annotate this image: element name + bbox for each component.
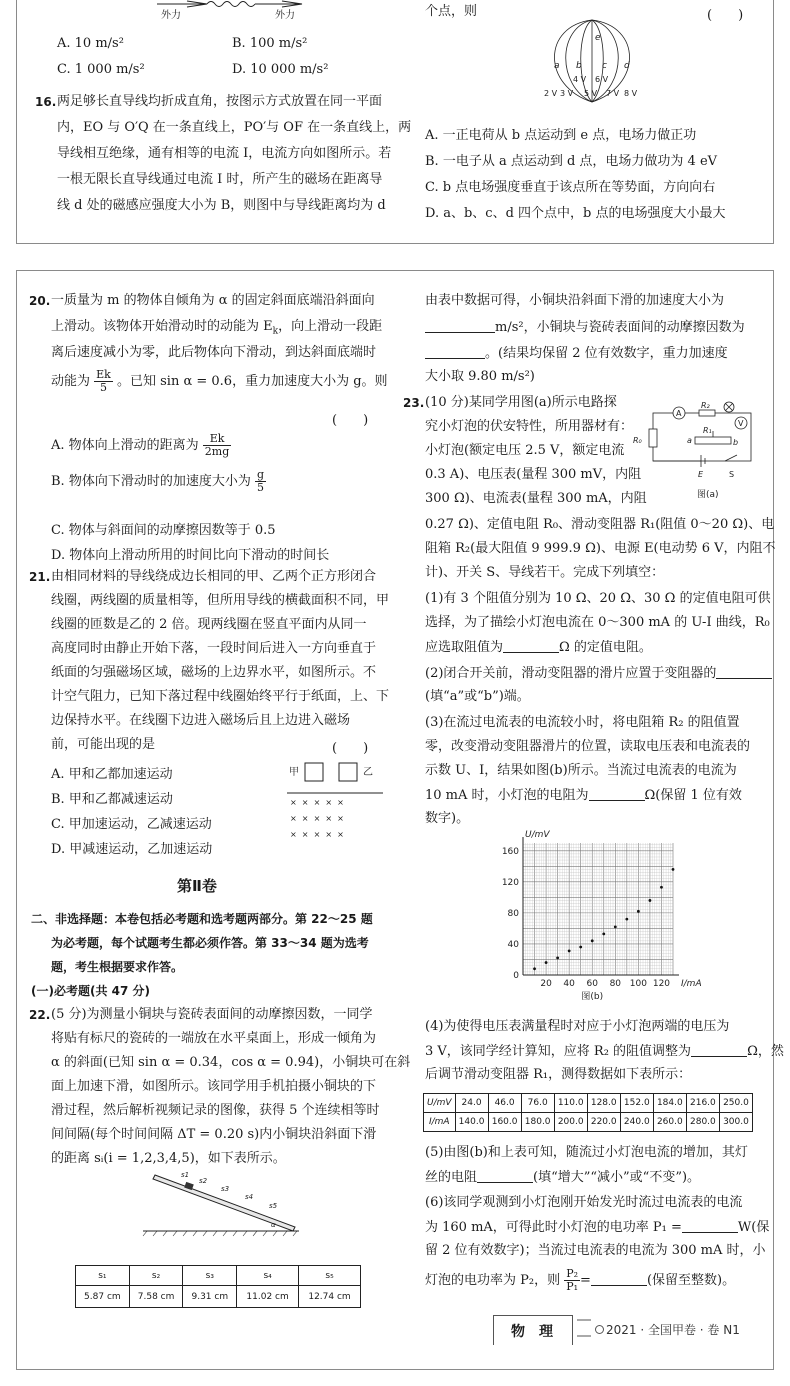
chart-data-point (614, 925, 617, 928)
q16-line-3: 导线相互绝缘，通有相等的电流 I，电流方向如图所示。若 (57, 146, 392, 161)
q19-potential-4v: 4 V (573, 75, 587, 84)
chart-x-tick-label: 100 (629, 979, 647, 989)
q22-right-line-1: 由表中数据可得，小铜块沿斜面下滑的加速度大小为 (425, 293, 725, 308)
q23-p6-line-2 (425, 1219, 769, 1236)
q16-number: 16. (35, 95, 57, 109)
q23-ratio-num: P₂ (566, 1267, 579, 1280)
q23-label-e-source: E (698, 470, 704, 479)
q22-right-line-2 (425, 319, 745, 336)
q21-line-4: 高度同时由静止开始下落，一段时间后进入一方向垂直于 (51, 641, 377, 656)
q23-p6-line-3-text: W(保 (737, 1220, 770, 1235)
q23-p1-line-1: (1)有 3 个阻值分别为 10 Ω、20 Ω、30 Ω 的定值电阻可供 (425, 591, 771, 606)
part2-intro-line-2: 为必考题，每个试题考生都必须作答。第 33～34 题为选考 (51, 936, 369, 950)
q19-potential-7v: 7 V (606, 89, 620, 98)
chart-data-point (545, 961, 548, 964)
q21-line-1: 由相同材料的导线绕成边长相同的甲、乙两个正方形闭合 (51, 569, 377, 584)
svg-text:× × × × ×: × × × × × (290, 814, 344, 823)
q22-label-s1: s1 (181, 1171, 190, 1179)
svg-text:× × × × ×: × × × × × (290, 798, 344, 807)
q23-r2-blank[interactable] (691, 1043, 747, 1057)
q21-option-d: D. 甲减速运动，乙加速运动 (51, 842, 213, 857)
q21-label-yi: 乙 (363, 767, 373, 778)
q23-table-u-cell: 24.0 (455, 1094, 488, 1113)
q23-p3-line-3: 示数 U、I，结果如图(b)所示。当流过电流表的电流为 (425, 763, 737, 778)
q22-line-5: 滑过程，然后解析视频记录的图像，获得 5 个连续相等时 (51, 1103, 380, 1118)
q21-option-a: A. 甲和乙都加速运动 (51, 767, 173, 782)
q23-table-i-cell: 140.0 (455, 1113, 488, 1132)
chart-x-tick-label: 40 (563, 979, 575, 989)
q20-option-c: C. 物体与斜面间的动摩擦因数等于 0.5 (51, 523, 276, 538)
search-icon (595, 1325, 604, 1334)
q16-line-1: 两足够长直导线均折成直角，按图示方式放置在同一平面 (57, 94, 383, 109)
q15-figure (127, 0, 327, 22)
chart-x-tick-label: 80 (609, 979, 622, 989)
q23-p6-line-2-text: 为 160 mA，可得此时小灯泡的电功率 P₁ = (425, 1220, 682, 1235)
q23-line-6: 0.27 Ω)、定值电阻 R₀、滑动变阻器 R₁(阻值 0～20 Ω)、电 (425, 517, 775, 532)
q21-line-8: 前，可能出现的是 (51, 737, 156, 752)
q23-table-i-cell: 240.0 (620, 1113, 653, 1132)
q22-label-alpha: α (271, 1221, 276, 1229)
q23-table-u-cell: 152.0 (620, 1094, 653, 1113)
footer-exam-info (595, 1321, 740, 1338)
chart-y-tick-label: 40 (507, 939, 519, 950)
q23-table-u-cell: 184.0 (653, 1094, 686, 1113)
q22-value-s2: 7.58 cm (129, 1286, 183, 1308)
q19-label-a: a (554, 61, 560, 71)
q22-line-2: 将贴有标尺的瓷砖的一端放在水平桌面上，形成一倾角为 (51, 1031, 377, 1046)
q23-label-r1: R₁ (703, 426, 712, 435)
chart-x-tick-label: 120 (652, 979, 671, 989)
q19-label-c: c (602, 61, 607, 71)
q23-label-a-meter: A (676, 409, 682, 418)
part2-intro-line-3: 题，考生根据要求作答。 (51, 960, 184, 974)
chart-data-point (568, 950, 571, 953)
q23-line-2: 究小灯泡的伏安特性，所用器材有： (425, 419, 634, 434)
q23-circuit-figure (629, 399, 765, 505)
q23-trend-blank[interactable] (477, 1169, 533, 1183)
q20-frac-num: Ek (96, 368, 111, 381)
q15-option-d: D. 10 000 m/s² (232, 62, 329, 77)
q20-option-d: D. 物体向上滑动所用的时间比向下滑动的时间长 (51, 548, 330, 563)
q20-line-2-tail: ，向上滑动一段距 (278, 319, 383, 334)
chart-data-point (591, 939, 594, 942)
q23-p1-line-2: 选择，为了描绘小灯泡电流在 0～300 mA 的 U-I 曲线，R₀ (425, 615, 770, 630)
q23-label-r0: R₀ (633, 436, 642, 445)
q23-p2-line-1-text: (2)闭合开关前，滑动变阻器的滑片应置于变阻器的 (425, 666, 717, 681)
q19-label-e: e (595, 33, 601, 43)
chart-y-tick-label: 0 (513, 971, 519, 981)
chart-y-tick-label: 120 (501, 877, 519, 888)
q22-line-6: 间间隔(每个时间间隔 ΔT = 0.20 s)内小铜块沿斜面下滑 (51, 1127, 377, 1142)
q23-p1-line-4-text: Ω 的定值电阻。 (559, 640, 652, 655)
q23-p5-line-1: (5)由图(b)和上表可知，随流过小灯泡电流的增加，其灯 (425, 1145, 748, 1160)
chart-data-point (533, 967, 536, 970)
q23-p5-line-2 (425, 1169, 700, 1186)
q23-ui-chart (487, 827, 707, 1007)
q22-header-s3: s₃ (183, 1266, 237, 1286)
chart-x-axis-label: I/mA (681, 979, 702, 989)
q22-header-s4: s₄ (237, 1266, 299, 1286)
q21-line-7: 边保持水平。在线圈下边进入磁场后且上边进入磁场 (51, 713, 351, 728)
q20-line-2-text: 上滑动。该物体开始滑动时的动能为 E (51, 319, 273, 334)
chart-data-point (672, 868, 675, 871)
q23-power-ratio (564, 1268, 580, 1293)
svg-text:× × × × ×: × × × × × (290, 830, 344, 839)
q23-p3-line-1: (3)在流过电流表的电流较小时，将电阻箱 R₂ 的阻值置 (425, 715, 740, 730)
q20-opt-b-den: 5 (256, 481, 264, 494)
q19-potential-3v: 3 V (560, 89, 574, 98)
q19-potential-5v: 5 V (584, 89, 598, 98)
q22-value-s5: 12.74 cm (299, 1286, 361, 1308)
q22-mu-blank[interactable] (425, 345, 485, 359)
chart-data-point (660, 886, 663, 889)
q23-table-u-cell: 46.0 (488, 1094, 521, 1113)
q22-right-line-3-text: 。(结果均保留 2 位有效数字，重力加速度 (485, 346, 728, 361)
footer-divider (577, 1319, 591, 1337)
q19-answer-paren: ( ) (707, 8, 744, 23)
chart-caption: 图(b) (581, 992, 604, 1002)
q22-header-s5: s₅ (299, 1266, 361, 1286)
q23-p1-blank[interactable] (682, 1219, 738, 1233)
q20-line-4 (51, 369, 388, 395)
q15-option-b: B. 100 m/s² (232, 36, 308, 51)
q23-p5-line-3-text: (填“增大”“减小”或“不变”)。 (533, 1170, 701, 1185)
q23-table-u-cell: 250.0 (719, 1094, 752, 1113)
chart-data-point (602, 932, 605, 935)
q23-fig-a-caption: 图(a) (697, 490, 719, 500)
q20-option-a (51, 431, 231, 461)
q23-table-u-label: U/mV (424, 1094, 456, 1113)
q22-right-line-3 (425, 345, 728, 362)
q23-p4-line-1: (4)为使得电压表满量程时对应于小灯泡两端的电压为 (425, 1019, 730, 1034)
q23-table-u-cell: 110.0 (554, 1094, 587, 1113)
q23-table-i-cell: 220.0 (587, 1113, 620, 1132)
q22-header-s2: s₂ (129, 1266, 183, 1286)
q23-table-u-cell: 128.0 (587, 1094, 620, 1113)
q15-option-a: A. 10 m/s² (57, 36, 124, 51)
q22-line-3: α 的斜面(已知 sin α = 0.34，cos α = 0.94)，小铜块可在斜 (51, 1055, 411, 1070)
q23-p3-line-5-text: Ω(保留 1 位有效 (644, 788, 742, 803)
q23-p3-line-6: 数字)。 (425, 811, 470, 826)
q23-p2-line-2: (填“a”或“b”)端。 (425, 689, 530, 704)
q22-right-line-2-text: m/s²，小铜块与瓷砖表面间的动摩擦因数为 (495, 320, 745, 335)
chart-x-tick-label: 20 (540, 979, 552, 989)
q19-potential-8v: 8 V (624, 89, 638, 98)
q23-p1-line-3-text: 应选取阻值为 (425, 640, 504, 655)
q23-p6-line-1: (6)该同学观测到小灯泡刚开始发光时流过电流表的电流 (425, 1195, 743, 1210)
q20-option-a-text: A. 物体向上滑动的距离为 (51, 438, 199, 453)
q19-label-b: b (576, 61, 582, 71)
chart-y-axis-label: U/mV (525, 830, 550, 840)
q23-table-i-cell: 260.0 (653, 1113, 686, 1132)
q23-slider-blank[interactable] (716, 665, 772, 679)
q20-opt-a-den: 2mg (204, 445, 230, 458)
q16-line-4: 一根无限长直导线通过电流 I 时，所产生的磁场在距离导 (57, 172, 383, 187)
q20-number: 20. (29, 294, 51, 308)
q22-incline-figure (137, 1171, 307, 1239)
q19-potential-2v: 2 V (544, 89, 558, 98)
q23-p6-line-5 (425, 1267, 735, 1295)
q21-line-6: 计空气阻力，已知下落过程中线圈始终平行于纸面，上、下 (51, 689, 390, 704)
q19-field-figure (532, 16, 652, 106)
q23-line-3: 小灯泡(额定电压 2.5 V，额定电流 (425, 443, 625, 458)
q23-p2-line-1 (425, 665, 772, 682)
q23-table-i-cell: 200.0 (554, 1113, 587, 1132)
q15-force-left: 外力 (161, 10, 181, 21)
q23-p6-line-4: 留 2 位有效数字)；当流过电流表的电流为 300 mA 时，小 (425, 1243, 766, 1258)
q23-p4-line-4: 后调节滑动变阻器 R₁，测得数据如下表所示： (425, 1067, 692, 1082)
chart-data-point (579, 946, 582, 949)
chart-data-point (556, 957, 559, 960)
q23-label-r2: R₂ (701, 401, 710, 410)
must-section-title: (一)必考题(共 47 分) (31, 984, 150, 998)
q23-p4-line-2-text: 3 V，该同学经计算知，应将 R₂ 的阻值调整为 (425, 1044, 692, 1059)
q20-line-4-pre: 动能为 (51, 374, 91, 389)
chart-data-point (625, 918, 628, 921)
q23-p1-line-3 (425, 639, 652, 656)
q19-option-d: D. a、b、c、d 四个点中，b 点的电场强度大小最大 (425, 206, 726, 221)
q22-label-s5: s5 (269, 1202, 278, 1210)
q20-answer-paren: ( ) (332, 413, 369, 428)
q20-option-b (51, 467, 266, 497)
q15-option-c: C. 1 000 m/s² (57, 62, 145, 77)
part2-intro-line-1: 二、非选择题：本卷包括必考题和选考题两部分。第 22～25 题 (31, 912, 373, 926)
q21-line-5: 纸面的匀强磁场区域，磁场的上边界水平，如图所示。不 (51, 665, 377, 680)
q23-table-i-cell: 160.0 (488, 1113, 521, 1132)
q20-frac-den: 5 (100, 381, 107, 394)
q22-label-s4: s4 (245, 1193, 254, 1201)
q23-label-s-switch: S (729, 470, 735, 479)
chart-x-tick-label: 60 (586, 979, 598, 989)
q20-opt-a-num: Ek (203, 433, 231, 446)
q23-table-i-cell: 280.0 (686, 1113, 719, 1132)
q23-label-v-meter: V (738, 419, 744, 428)
q23-ratio-den: P₁ (566, 1280, 579, 1293)
q22-line-4: 面上加速下滑，如图所示。该同学用手机拍摄小铜块的下 (51, 1079, 377, 1094)
q22-header-s1: s₁ (76, 1266, 130, 1286)
q21-line-2: 线圈，两线圈的质量相等，但所用导线的横截面积不同，甲 (51, 593, 390, 608)
q23-ratio-blank[interactable] (591, 1272, 647, 1286)
q20-kinetic-fraction (94, 369, 113, 394)
q21-option-c: C. 甲加速运动，乙减速运动 (51, 817, 212, 832)
q19-potential-6v: 6 V (595, 75, 609, 84)
q21-label-jia: 甲 (289, 767, 299, 778)
chart-y-tick-label: 80 (507, 908, 519, 919)
chart-data-point (637, 910, 640, 913)
q15-force-right: 外力 (275, 10, 295, 21)
q23-r0-blank[interactable] (503, 639, 559, 653)
q22-number: 22. (29, 1008, 51, 1022)
q21-answer-paren: ( ) (332, 741, 369, 756)
q23-line-8: 计)、开关 S、导线若干。完成下列填空： (425, 565, 665, 580)
q20-option-a-fraction (203, 433, 231, 458)
q23-equals: = (580, 1273, 591, 1288)
q21-number: 21. (29, 570, 51, 584)
q19-option-b: B. 一电子从 a 点运动到 d 点，电场力做功为 4 eV (425, 154, 718, 169)
footer-subject: 物 理 (511, 1324, 553, 1340)
q22-accel-blank[interactable] (425, 319, 495, 333)
q23-p6-line-5-text: 灯泡的电功率为 P₂，则 (425, 1273, 561, 1288)
q23-line-7: 阻箱 R₂(最大阻值 9 999.9 Ω)、电源 E(电动势 6 V，内阻不 (425, 541, 776, 556)
q23-p5-line-2-text: 丝的电阻 (425, 1170, 478, 1185)
q23-table-i-cell: 300.0 (719, 1113, 752, 1132)
q23-p4-line-3-text: Ω，然 (747, 1044, 784, 1059)
q22-right-line-4: 大小取 9.80 m/s²) (425, 369, 535, 384)
q23-line-5: 300 Ω)、电流表(量程 300 mA，内阻 (425, 491, 647, 506)
chart-data-point (649, 899, 652, 902)
q20-opt-b-num: g (256, 468, 265, 481)
q23-p3-line-4 (425, 787, 742, 804)
part2-title: 第Ⅱ卷 (177, 877, 217, 895)
q22-line-7: 的距离 sᵢ(i = 1,2,3,4,5)，如下表所示。 (51, 1151, 286, 1166)
q20-line-2: 上滑动。该物体开始滑动时的动能为 $E_k$，向上滑动一段距 (51, 319, 383, 337)
q23-table-i-label: I/mA (424, 1113, 456, 1132)
q20-option-b-text: B. 物体向下滑动时的加速度大小为 (51, 474, 251, 489)
q23-table-i-cell: 180.0 (521, 1113, 554, 1132)
q23-table-u-cell: 216.0 (686, 1094, 719, 1113)
q20-option-b-fraction (255, 469, 266, 494)
q23-p3-line-4-text: 10 mA 时，小灯泡的电阻为 (425, 788, 589, 803)
q23-line-1: (10 分)某同学用图(a)所示电路探 (425, 395, 617, 410)
q20-line-3: 离后速度减小为零，此后物体向下滑动，到达斜面底端时 (51, 345, 377, 360)
q19-option-c: C. b 点电场强度垂直于该点所在等势面，方向向右 (425, 180, 716, 195)
q23-resistance-blank[interactable] (589, 787, 645, 801)
footer-exam-text: 2021 · 全国甲卷 · 卷 N1 (606, 1323, 740, 1337)
q23-p6-line-6-text: (保留至整数)。 (646, 1273, 736, 1288)
q23-p4-line-2 (425, 1043, 784, 1060)
q23-label-b-end: b (733, 438, 739, 447)
q23-line-4: 0.3 A)、电压表(量程 300 mV，内阻 (425, 467, 642, 482)
q23-p3-line-2: 零，改变滑动变阻器滑片的位置，读取电压表和电流表的 (425, 739, 751, 754)
q22-distance-table (75, 1265, 361, 1308)
q22-value-s3: 9.31 cm (183, 1286, 237, 1308)
q21-line-3: 线圈的匝数是乙的 2 倍。现两线圈在竖直平面内从同一 (51, 617, 367, 632)
q23-number: 23. (403, 396, 425, 410)
q20-line-4-post: 。已知 sin α = 0.6，重力加速度大小为 g。则 (117, 374, 388, 389)
q21-coils-figure (287, 759, 387, 849)
q23-ui-table (423, 1093, 753, 1132)
q19-stem-tail: 个点，则 (425, 4, 478, 19)
q22-label-s2: s2 (199, 1177, 208, 1185)
q22-label-s3: s3 (221, 1185, 230, 1193)
q21-option-b: B. 甲和乙都减速运动 (51, 792, 173, 807)
q23-table-u-cell: 76.0 (521, 1094, 554, 1113)
q23-label-a-end: a (687, 436, 692, 445)
q20-line-1: 一质量为 m 的物体自倾角为 α 的固定斜面底端沿斜面向 (51, 293, 375, 308)
q19-label-d: d (624, 61, 630, 71)
q19-option-a: A. 一正电荷从 b 点运动到 e 点，电场力做正功 (425, 128, 697, 143)
q22-value-s1: 5.87 cm (76, 1286, 130, 1308)
chart-y-tick-label: 160 (501, 846, 519, 857)
top-panel (16, 0, 774, 244)
q16-line-2: 内，EO 与 O′Q 在一条直线上，PO′与 OF 在一条直线上，两 (57, 120, 412, 135)
bottom-panel (16, 270, 784, 1370)
q22-line-1: (5 分)为测量小铜块与瓷砖表面间的动摩擦因数，一同学 (51, 1007, 373, 1022)
q16-line-5: 线 d 处的磁感应强度大小为 B，则图中与导线距离均为 d (57, 198, 386, 213)
q22-value-s4: 11.02 cm (237, 1286, 299, 1308)
